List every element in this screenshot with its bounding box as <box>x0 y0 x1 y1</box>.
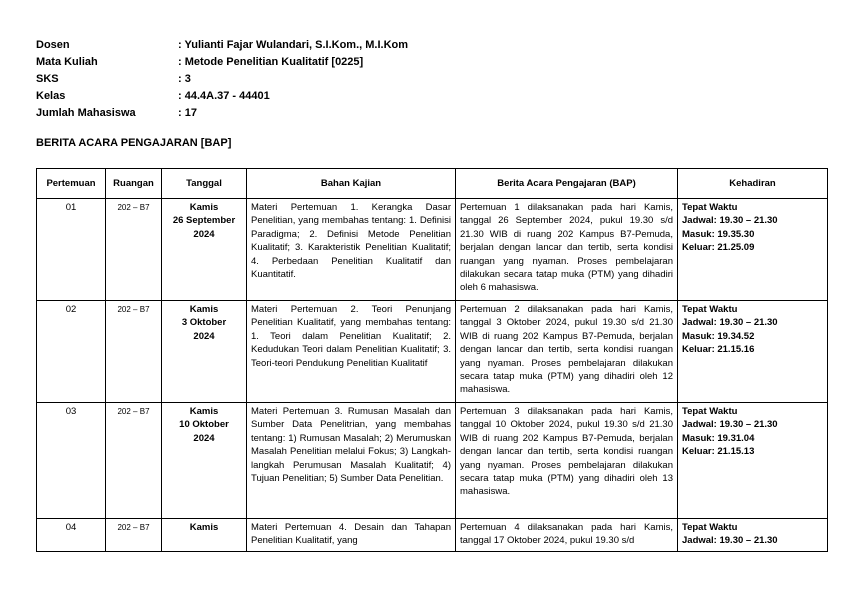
tanggal-year: 2024 <box>193 330 215 342</box>
kehadiran-masuk: Masuk: 19.31.04 <box>682 432 755 444</box>
info-value: : Yulianti Fajar Wulandari, S.I.Kom., M.I.Kom <box>178 39 409 51</box>
cell-ruangan: 202 – B7 <box>106 519 162 552</box>
kehadiran-keluar: Keluar: 21.15.16 <box>682 344 755 356</box>
info-value: : 3 <box>178 73 191 85</box>
cell-kehadiran <box>678 519 828 552</box>
info-row-kelas <box>36 88 408 105</box>
tanggal-day: Kamis <box>189 202 219 213</box>
cell-tanggal <box>162 199 247 301</box>
cell-kehadiran <box>678 301 828 403</box>
header-pertemuan: Pertemuan <box>37 169 106 199</box>
info-value: : 44.4A.37 - 44401 <box>178 90 270 102</box>
page-title: BERITA ACARA PENGAJARAN [BAP] <box>36 137 232 149</box>
cell-tanggal <box>162 519 247 552</box>
kehadiran-jadwal: Jadwal: 19.30 – 21.30 <box>682 215 778 227</box>
table-row <box>37 403 828 519</box>
kehadiran-jadwal: Jadwal: 19.30 – 21.30 <box>682 317 778 329</box>
tanggal-day: Kamis <box>189 406 219 417</box>
cell-kehadiran <box>678 403 828 519</box>
info-row-dosen <box>36 37 408 54</box>
info-label: Jumlah Mahasiswa <box>36 107 136 119</box>
info-label: SKS <box>36 73 59 85</box>
cell-ruangan: 202 – B7 <box>106 199 162 301</box>
kehadiran-masuk: Masuk: 19.35.30 <box>682 228 755 240</box>
kehadiran-jadwal: Jadwal: 19.30 – 21.30 <box>682 419 778 431</box>
cell-ruangan: 202 – B7 <box>106 301 162 403</box>
cell-bahan-kajian: Materi Pertemuan 3. Rumusan Masalah dan Sumber Data Penelitrian, yang membahas tentang: 1) Rumusan Masalah; 2) Merumuskan Masalah Penelitian melalui Fokus; 3) Langkah-langkah Perumusan Masalah Kualitatif; 4) Tujuan Penelitian; 5) Sumber Data Penelitian. <box>247 403 456 519</box>
tanggal-day: Kamis <box>189 304 219 315</box>
kehadiran-keluar: Keluar: 21.25.09 <box>682 242 755 254</box>
table-header-row <box>37 169 828 199</box>
cell-bap: Pertemuan 2 dilaksanakan pada hari Kamis, tanggal 3 Oktober 2024, pukul 19.30 s/d 21.30 WIB di ruang 202 Kampus B7-Pemuda, berjalan dengan lancar dan tertib, serta kondisi ruangan yang nyaman. Proses pembelajaran dilakukan secara tatap muka (PTM) yang dihadiri oleh 12 mahasiswa. <box>456 301 678 403</box>
tanggal-date: 26 September <box>172 215 236 227</box>
tanggal-date: 10 Oktober <box>179 419 229 431</box>
cell-pertemuan: 02 <box>37 301 106 403</box>
header-ruangan: Ruangan <box>106 169 162 199</box>
info-label: Mata Kuliah <box>36 56 98 68</box>
info-label: Dosen <box>36 39 70 51</box>
header-bap: Berita Acara Pengajaran (BAP) <box>456 169 678 199</box>
cell-bahan-kajian: Materi Pertemuan 4. Desain dan Tahapan Penelitian Kualitatif, yang <box>247 519 456 552</box>
table-row <box>37 519 828 552</box>
tanggal-day: Kamis <box>189 522 219 533</box>
kehadiran-status: Tepat Waktu <box>682 522 738 533</box>
kehadiran-masuk: Masuk: 19.34.52 <box>682 330 755 342</box>
header-tanggal: Tanggal <box>162 169 247 199</box>
kehadiran-status: Tepat Waktu <box>682 406 738 417</box>
kehadiran-status: Tepat Waktu <box>682 304 738 315</box>
table-row <box>37 301 828 403</box>
info-value: : 17 <box>178 107 197 119</box>
bap-table <box>36 168 828 552</box>
info-label: Kelas <box>36 90 66 102</box>
header-kehadiran: Kehadiran <box>678 169 828 199</box>
info-row-jumlah-mahasiswa <box>36 105 408 122</box>
kehadiran-jadwal: Jadwal: 19.30 – 21.30 <box>682 535 778 547</box>
info-value: : Metode Penelitian Kualitatif [0225] <box>178 56 364 68</box>
cell-bap: Pertemuan 4 dilaksanakan pada hari Kamis, tanggal 17 Oktober 2024, pukul 19.30 s/d <box>456 519 678 552</box>
info-row-mata-kuliah <box>36 54 408 71</box>
table-row <box>37 199 828 301</box>
tanggal-year: 2024 <box>193 432 215 444</box>
cell-bahan-kajian: Materi Pertemuan 1. Kerangka Dasar Penelitian, yang membahas tentang: 1. Definisi Paradigma; 2. Definisi Metode Penelitian Kualitatif; 3. Karakteristik Penelitian Kualitatif; 4. Perbedaan Penelitian Kualitatif dan Kuantitatif. <box>247 199 456 301</box>
cell-kehadiran <box>678 199 828 301</box>
header-bahan-kajian: Bahan Kajian <box>247 169 456 199</box>
tanggal-date: 3 Oktober <box>181 317 227 329</box>
cell-tanggal <box>162 301 247 403</box>
kehadiran-keluar: Keluar: 21.15.13 <box>682 446 755 458</box>
cell-tanggal <box>162 403 247 519</box>
cell-pertemuan: 04 <box>37 519 106 552</box>
kehadiran-status: Tepat Waktu <box>682 202 738 213</box>
cell-bahan-kajian: Materi Pertemuan 2. Teori Penunjang Penelitian Kualitatif, yang membahas tentang: 1. Teori dalam Penelitian Kualitatif; 2. Kedudukan Teori dalam Penelitian Kualitatif; 3. Teori-teori Pendukung Penelitian Kualitatif <box>247 301 456 403</box>
cell-ruangan: 202 – B7 <box>106 403 162 519</box>
info-row-sks <box>36 71 408 88</box>
cell-bap: Pertemuan 3 dilaksanakan pada hari Kamis, tanggal 10 Oktober 2024, pukul 19.30 s/d 21.30 WIB di ruang 202 Kampus B7-Pemuda, berjalan dengan lancar dan tertib, serta kondisi ruangan yang nyaman. Proses pembelajaran dilakukan secara tatap muka (PTM) yang dihadiri oleh 13 mahasiswa. <box>456 403 678 519</box>
cell-pertemuan: 03 <box>37 403 106 519</box>
cell-pertemuan: 01 <box>37 199 106 301</box>
tanggal-year: 2024 <box>193 228 215 240</box>
course-info <box>36 37 408 122</box>
cell-bap: Pertemuan 1 dilaksanakan pada hari Kamis, tanggal 26 September 2024, pukul 19.30 s/d 21.30 WIB di ruang 202 Kampus B7-Pemuda, berjalan dengan lancar dan tertib, serta kondisi ruangan yang nyaman. Proses pembelajaran dilakukan secara tatap muka (PTM) yang dihadiri oleh 6 mahasiswa. <box>456 199 678 301</box>
